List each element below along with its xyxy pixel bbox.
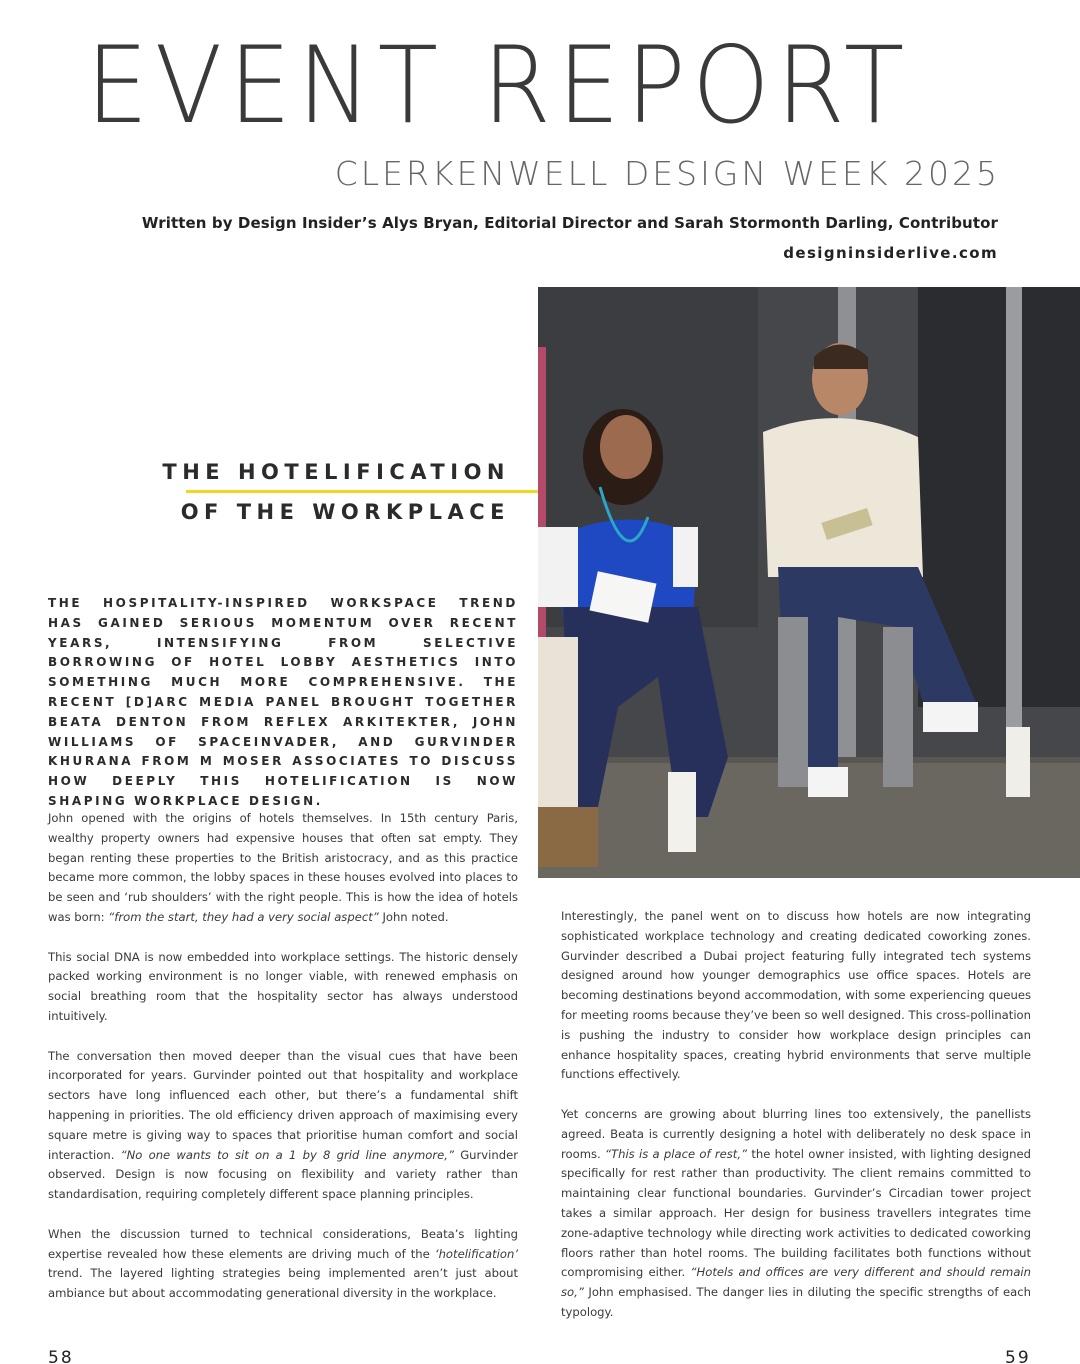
- panel-photo: [538, 287, 1080, 878]
- right-column: [561, 907, 1031, 1343]
- left-paragraph-4: When the discussion turned to technical considerations, Beata’s lighting expertise revealed how these elements are driving much of the ‘hotelification’ trend. The layered lighting strategies being implemented aren’t just about ambiance but about accommodating generational diversity in the workplace.: [48, 1226, 518, 1301]
- right-paragraph-2: Yet concerns are growing about blurring lines too extensively, the panellists agreed. Beata is currently designing a hotel with deliberately no desk space in rooms. “This is a place of rest,” the hotel owner insisted, with lighting designed specifically for rest rather than productivity. The client remains committed to maintaining clear functional boundaries. Gurvinder’s Circadian tower project takes a similar approach. Her design for business travellers integrates time zone-adaptive technology while directing work activities to dedicated coworking floors rather than hotel rooms. The building facilitates both functions without compromising either. “Hotels and offices are very different and should remain so,” John emphasised. The danger lies in diluting the specific strengths of each typology.: [561, 1106, 1031, 1319]
- panel-photo-illustration: [538, 287, 1080, 878]
- section-heading-line1: THE HOTELIFICATION: [162, 460, 510, 484]
- left-column: [48, 809, 518, 1324]
- event-subtitle: CLERKENWELL DESIGN WEEK 2025: [334, 154, 1000, 193]
- page-number-right: 59: [1005, 1348, 1031, 1364]
- intro-paragraph: THE HOSPITALITY-INSPIRED WORKSPACE TREND HAS GAINED SERIOUS MOMENTUM OVER RECENT YEARS, INTENSIFYING FROM SELECTIVE BORROWING OF HOTEL LOBBY AESTHETICS INTO SOMETHING MUCH MORE COMPREHENSIVE. THE RECENT [D]ARC MEDIA PANEL BROUGHT TOGETHER BEATA DENTON FROM REFLEX ARKITEKTER, JOHN WILLIAMS OF SPACEINVADER, AND GURVINDER KHURANA FROM M MOSER ASSOCIATES TO DISCUSS HOW DEEPLY THIS HOTELIFICATION IS NOW SHAPING WORKPLACE DESIGN.: [48, 596, 518, 808]
- page-title: EVENT REPORT: [86, 24, 911, 147]
- website-link[interactable]: designinsiderlive.com: [783, 244, 998, 262]
- page-number-left: 58: [48, 1348, 74, 1364]
- byline: Written by Design Insider’s Alys Bryan, Editorial Director and Sarah Stormonth Darling, Contributor: [141, 214, 998, 232]
- left-paragraph-2: This social DNA is now embedded into workplace settings. The historic densely packed working environment is no longer viable, with renewed emphasis on social breathing room that the hospitality sector has always understood intuitively.: [48, 949, 518, 1023]
- left-paragraph-1: John opened with the origins of hotels themselves. In 15th century Paris, wealthy property owners had expensive houses that often sat empty. They began renting these properties to the British aristocracy, and as this practice became more common, the lobby spaces in these houses evolved into places to be seen and ‘rub shoulders’ with the right people. This is how the idea of hotels was born: “from the start, they had a very social aspect” John noted.: [48, 811, 518, 924]
- section-heading: [150, 460, 510, 524]
- right-paragraph-1: Interestingly, the panel went on to discuss how hotels are now integrating sophisticated workplace technology and creating dedicated coworking zones. Gurvinder described a Dubai project featuring fully integrated tech systems designed around how younger demographics use office spaces. Hotels are becoming destinations beyond accommodation, with some experiencing queues for meeting rooms because they’ve been so well designed. This cross-pollination is pushing the industry to consider how workplace design principles can enhance hospitality spaces, creating hybrid environments that serve multiple functions effectively.: [561, 909, 1031, 1082]
- section-heading-line2: OF THE WORKPLACE: [180, 500, 510, 524]
- left-paragraph-3: The conversation then moved deeper than the visual cues that have been incorporated for years. Gurvinder pointed out that hospitality and workplace sectors have long influenced each other, but there’s a fundamental shift happening in priorities. The old efficiency driven approach of maximising every square metre is giving way to spaces that prioritise human comfort and social interaction. “No one wants to sit on a 1 by 8 grid line anymore,” Gurvinder observed. Design is now focusing on flexibility and variety rather than standardisation, requiring completely different space planning principles.: [48, 1048, 518, 1202]
